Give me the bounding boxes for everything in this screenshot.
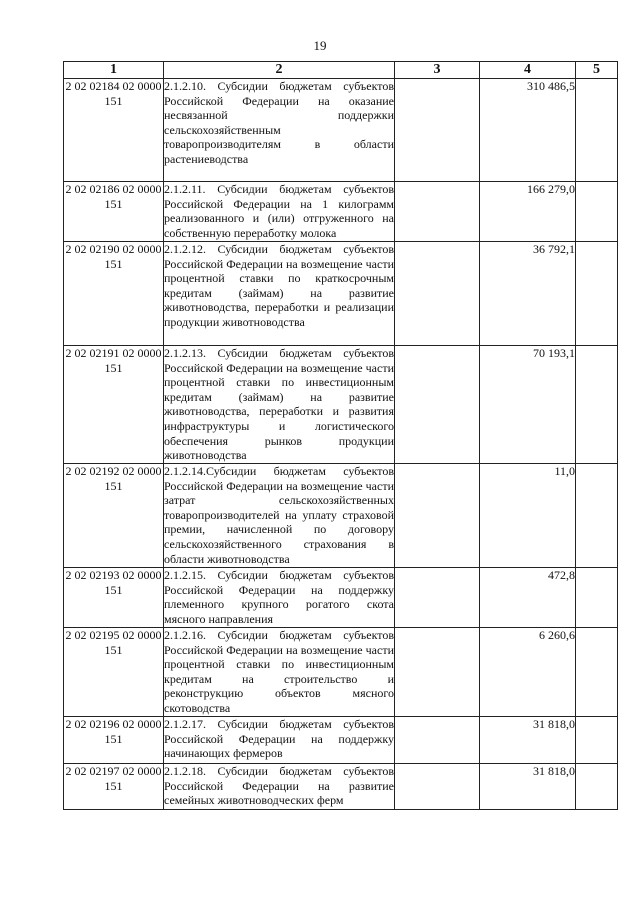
budget-code: 2 02 02195 02 0000 151 xyxy=(64,628,164,717)
budget-table xyxy=(63,61,618,810)
table-row xyxy=(64,628,618,717)
amount-cell: 36 792,1 xyxy=(480,242,576,346)
column-header: 4 xyxy=(480,62,576,79)
budget-code: 2 02 02184 02 0000 151 xyxy=(64,79,164,182)
column-5-cell xyxy=(576,628,618,717)
column-header: 3 xyxy=(395,62,480,79)
column-3-cell xyxy=(395,568,480,628)
amount-cell: 310 486,5 xyxy=(480,79,576,182)
column-5-cell xyxy=(576,717,618,764)
subsidy-description: 2.1.2.15. Субсидии бюджетам субъектов Российской Федерации на поддержку племенного крупного рогатого скота мясного направления xyxy=(164,568,394,626)
subsidy-description: 2.1.2.17. Субсидии бюджетам субъектов Российской Федерации на поддержку начинающих фермеров xyxy=(164,717,395,764)
column-3-cell xyxy=(395,764,480,810)
table-row xyxy=(64,346,618,464)
subsidy-description: 2.1.2.16. Субсидии бюджетам субъектов Российской Федерации на возмещение части процентной ставки по инвестиционным кредитам на строительство и реконструкцию объектов мясного скотоводства xyxy=(164,628,394,715)
column-3-cell xyxy=(395,79,480,182)
column-3-cell xyxy=(395,717,480,764)
column-3-cell xyxy=(395,182,480,242)
subsidy-description: 2.1.2.10. Субсидии бюджетам субъектов Российской Федерации на оказание несвязанной поддержки сельскохозяйственным товаропроизводителям в области растениеводства xyxy=(164,79,395,182)
table-row xyxy=(64,464,618,568)
budget-code: 2 02 02196 02 0000 151 xyxy=(64,717,164,764)
subsidy-description: 2.1.2.18. Субсидии бюджетам субъектов Российской Федерации на развитие семейных животноводческих ферм xyxy=(164,764,395,810)
subsidy-description: 2.1.2.13. Субсидии бюджетам субъектов Российской Федерации на возмещение части процентной ставки по инвестиционным кредитам (займам) на развитие животноводства, переработки и развития инфраструктуры и логистического обеспечения рынков продукции животноводства xyxy=(164,346,394,463)
budget-code: 2 02 02186 02 0000 151 xyxy=(64,182,164,242)
table-row xyxy=(64,568,618,628)
page-number: 19 xyxy=(313,38,327,53)
column-header: 5 xyxy=(576,62,618,79)
amount-cell: 31 818,0 xyxy=(480,764,576,810)
subsidy-description: 2.1.2.11. Субсидии бюджетам субъектов Российской Федерации на 1 килограмм реализованного и (или) отгруженного на собственную переработку молока xyxy=(164,182,394,240)
table-row xyxy=(64,764,618,810)
budget-code: 2 02 02192 02 0000 151 xyxy=(64,464,164,568)
column-header: 1 xyxy=(64,62,164,79)
column-5-cell xyxy=(576,568,618,628)
column-5-cell xyxy=(576,182,618,242)
table-row xyxy=(64,79,618,182)
budget-code: 2 02 02197 02 0000 151 xyxy=(64,764,164,810)
table-row xyxy=(64,182,618,242)
column-3-cell xyxy=(395,346,480,464)
column-5-cell xyxy=(576,346,618,464)
amount-cell: 6 260,6 xyxy=(480,628,576,717)
column-3-cell xyxy=(395,242,480,346)
column-5-cell xyxy=(576,464,618,568)
budget-code: 2 02 02191 02 0000 151 xyxy=(64,346,164,464)
column-header: 2 xyxy=(164,62,395,79)
amount-cell: 70 193,1 xyxy=(480,346,576,464)
budget-code: 2 02 02190 02 0000 151 xyxy=(64,242,164,346)
amount-cell: 472,8 xyxy=(480,568,576,628)
amount-cell: 31 818,0 xyxy=(480,717,576,764)
column-5-cell xyxy=(576,79,618,182)
amount-cell: 11,0 xyxy=(480,464,576,568)
column-5-cell xyxy=(576,242,618,346)
budget-code: 2 02 02193 02 0000 151 xyxy=(64,568,164,628)
table-row xyxy=(64,717,618,764)
column-3-cell xyxy=(395,628,480,717)
amount-cell: 166 279,0 xyxy=(480,182,576,242)
table-row xyxy=(64,242,618,346)
header-row xyxy=(64,62,618,79)
subsidy-description: 2.1.2.14.Субсидии бюджетам субъектов Российской Федерации на возмещение части затрат сельскохозяйственных товаропроизводителей на уплату страховой премии, начисленной по договору сельскохозяйственного страхования в области животноводства xyxy=(164,464,394,566)
subsidy-description: 2.1.2.12. Субсидии бюджетам субъектов Российской Федерации на возмещение части процентной ставки по краткосрочным кредитам (займам) на развитие животноводства, переработки и реализации продукции животноводства xyxy=(164,242,395,346)
column-5-cell xyxy=(576,764,618,810)
column-3-cell xyxy=(395,464,480,568)
